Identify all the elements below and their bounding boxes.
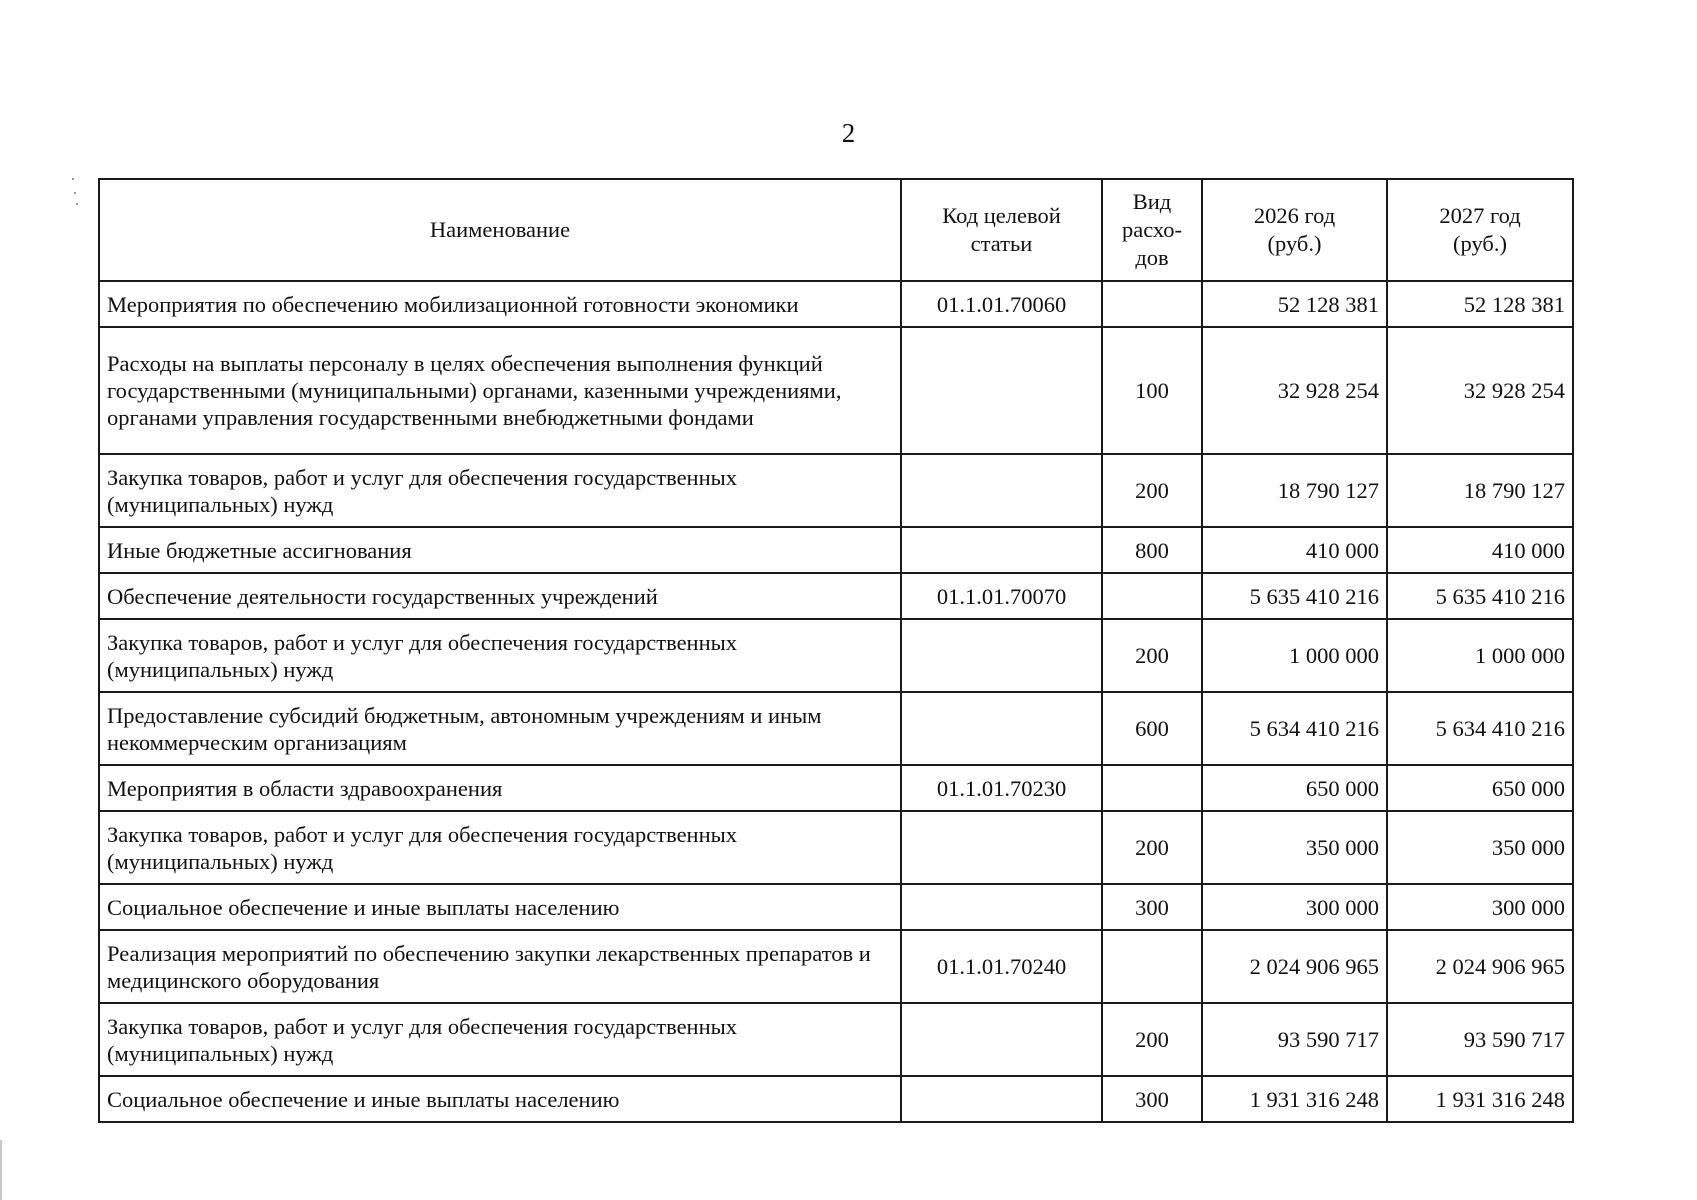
cell-expense-type: 200 xyxy=(1102,619,1202,692)
cell-2027: 5 634 410 216 xyxy=(1387,692,1573,765)
cell-expense-type xyxy=(1102,281,1202,327)
cell-expense-type xyxy=(1102,930,1202,1003)
cell-name: Иные бюджетные ассигнования xyxy=(99,527,901,573)
header-year-2027: 2027 год (руб.) xyxy=(1387,179,1573,281)
cell-code: 01.1.01.70230 xyxy=(901,765,1102,811)
table-row xyxy=(99,1076,1573,1122)
page-number: 2 xyxy=(841,118,856,148)
scan-artifact xyxy=(72,178,74,180)
cell-2027: 52 128 381 xyxy=(1387,281,1573,327)
cell-2026: 32 928 254 xyxy=(1202,327,1387,454)
scan-artifact xyxy=(74,192,76,194)
cell-2027: 32 928 254 xyxy=(1387,327,1573,454)
scan-artifact xyxy=(76,203,78,205)
cell-2027: 2 024 906 965 xyxy=(1387,930,1573,1003)
cell-name: Закупка товаров, работ и услуг для обеспечения государственных (муниципальных) нужд xyxy=(99,811,901,884)
cell-code xyxy=(901,527,1102,573)
cell-2026: 5 634 410 216 xyxy=(1202,692,1387,765)
cell-2027: 410 000 xyxy=(1387,527,1573,573)
cell-2026: 350 000 xyxy=(1202,811,1387,884)
table-row xyxy=(99,327,1573,454)
cell-2026: 18 790 127 xyxy=(1202,454,1387,527)
header-year-2026: 2026 год (руб.) xyxy=(1202,179,1387,281)
cell-expense-type xyxy=(1102,573,1202,619)
cell-2027: 300 000 xyxy=(1387,884,1573,930)
cell-2026: 93 590 717 xyxy=(1202,1003,1387,1076)
cell-name: Закупка товаров, работ и услуг для обеспечения государственных (муниципальных) нужд xyxy=(99,619,901,692)
cell-expense-type: 800 xyxy=(1102,527,1202,573)
table-row xyxy=(99,930,1573,1003)
cell-2026: 1 931 316 248 xyxy=(1202,1076,1387,1122)
table-header-row xyxy=(99,179,1573,281)
table-row xyxy=(99,454,1573,527)
cell-2027: 1 000 000 xyxy=(1387,619,1573,692)
table-row xyxy=(99,281,1573,327)
cell-2026: 2 024 906 965 xyxy=(1202,930,1387,1003)
table-row xyxy=(99,527,1573,573)
cell-name: Закупка товаров, работ и услуг для обеспечения государственных (муниципальных) нужд xyxy=(99,1003,901,1076)
table-row xyxy=(99,884,1573,930)
cell-2026: 1 000 000 xyxy=(1202,619,1387,692)
cell-code xyxy=(901,619,1102,692)
cell-expense-type: 200 xyxy=(1102,1003,1202,1076)
cell-2027: 1 931 316 248 xyxy=(1387,1076,1573,1122)
cell-name: Обеспечение деятельности государственных учреждений xyxy=(99,573,901,619)
cell-2026: 410 000 xyxy=(1202,527,1387,573)
cell-2026: 52 128 381 xyxy=(1202,281,1387,327)
cell-2026: 5 635 410 216 xyxy=(1202,573,1387,619)
cell-2027: 5 635 410 216 xyxy=(1387,573,1573,619)
header-name: Наименование xyxy=(99,179,901,281)
cell-code xyxy=(901,1076,1102,1122)
cell-expense-type: 300 xyxy=(1102,1076,1202,1122)
cell-code xyxy=(901,1003,1102,1076)
cell-name: Мероприятия в области здравоохранения xyxy=(99,765,901,811)
header-expense-type: Вид расхо- дов xyxy=(1102,179,1202,281)
cell-2027: 93 590 717 xyxy=(1387,1003,1573,1076)
table-row xyxy=(99,692,1573,765)
cell-code: 01.1.01.70240 xyxy=(901,930,1102,1003)
cell-code: 01.1.01.70070 xyxy=(901,573,1102,619)
cell-code xyxy=(901,811,1102,884)
cell-code xyxy=(901,327,1102,454)
cell-code xyxy=(901,692,1102,765)
cell-name: Расходы на выплаты персоналу в целях обеспечения выполнения функций государственными (муниципальными) органами, казенными учреждениями, органами управления государственными внебюджетными фондами xyxy=(99,327,901,454)
table-row xyxy=(99,811,1573,884)
cell-2027: 350 000 xyxy=(1387,811,1573,884)
cell-expense-type xyxy=(1102,765,1202,811)
cell-name: Социальное обеспечение и иные выплаты населению xyxy=(99,884,901,930)
cell-name: Социальное обеспечение и иные выплаты населению xyxy=(99,1076,901,1122)
cell-expense-type: 200 xyxy=(1102,811,1202,884)
cell-expense-type: 200 xyxy=(1102,454,1202,527)
cell-name: Реализация мероприятий по обеспечению закупки лекарственных препаратов и медицинского оборудования xyxy=(99,930,901,1003)
scan-artifact xyxy=(0,1140,2,1200)
cell-2026: 650 000 xyxy=(1202,765,1387,811)
cell-2027: 650 000 xyxy=(1387,765,1573,811)
cell-2027: 18 790 127 xyxy=(1387,454,1573,527)
table-row xyxy=(99,765,1573,811)
cell-expense-type: 100 xyxy=(1102,327,1202,454)
cell-2026: 300 000 xyxy=(1202,884,1387,930)
cell-code: 01.1.01.70060 xyxy=(901,281,1102,327)
cell-code xyxy=(901,454,1102,527)
table-row xyxy=(99,1003,1573,1076)
table-row xyxy=(99,573,1573,619)
cell-name: Мероприятия по обеспечению мобилизационной готовности экономики xyxy=(99,281,901,327)
cell-name: Предоставление субсидий бюджетным, автономным учреждениям и иным некоммерческим организациям xyxy=(99,692,901,765)
budget-table xyxy=(98,178,1574,1123)
table-row xyxy=(99,619,1573,692)
cell-code xyxy=(901,884,1102,930)
cell-expense-type: 600 xyxy=(1102,692,1202,765)
cell-name: Закупка товаров, работ и услуг для обеспечения государственных (муниципальных) нужд xyxy=(99,454,901,527)
cell-expense-type: 300 xyxy=(1102,884,1202,930)
header-code: Код целевой статьи xyxy=(901,179,1102,281)
